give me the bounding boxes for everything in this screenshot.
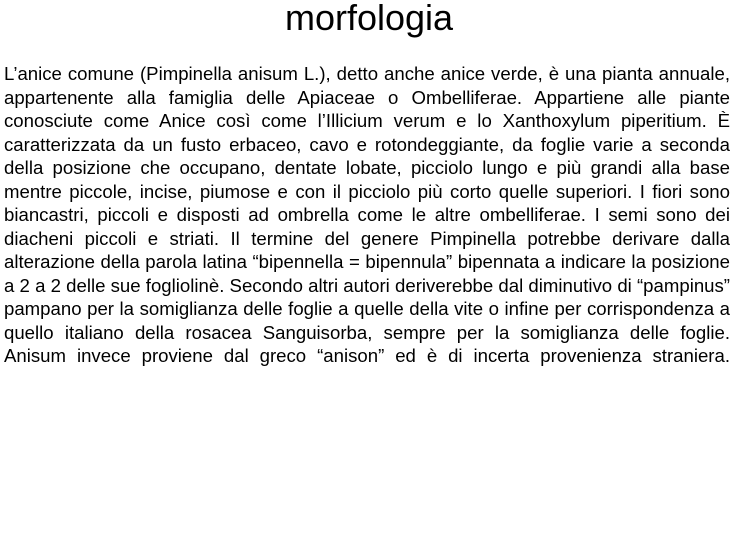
slide-body-text: L’anice comune (Pimpinella anisum L.), detto anche anice verde, è una pianta annuale, appartenente alla famiglia delle Apiaceae o Ombelliferae. Appartiene alle piante conosciute come Anice così come l’Illicium verum e lo Xanthoxylum piperitium. È caratterizzata da un fusto erbaceo, cavo e rotondeggiante, da foglie varie a seconda della posizione che occupano, dentate lobate, picciolo lungo e più grandi alla base mentre piccole, incise, piumose e con il picciolo più corto quelle superiori. I fiori sono biancastri, piccoli e disposti ad ombrella come le altre ombelliferae. I semi sono dei diacheni piccoli e striati. Il termine del genere Pimpinella potrebbe derivare dalla alterazione della parola latina “bipennella = bipennula” bipennata a indicare la posizione a 2 a 2 delle sue fogliolinè. Secondo altri autori deriverebbe dal diminutivo di “pampinus” pampano per la somiglianza delle foglie a quelle della vite o infine per corrispondenza a quello italiano della rosacea Sanguisorba, sempre per la somiglianza delle foglie. Anisum invece proviene dal greco “anison” ed è di incerta provenienza straniera. <box>4 63 730 366</box>
slide-title: morfologia <box>284 0 454 38</box>
